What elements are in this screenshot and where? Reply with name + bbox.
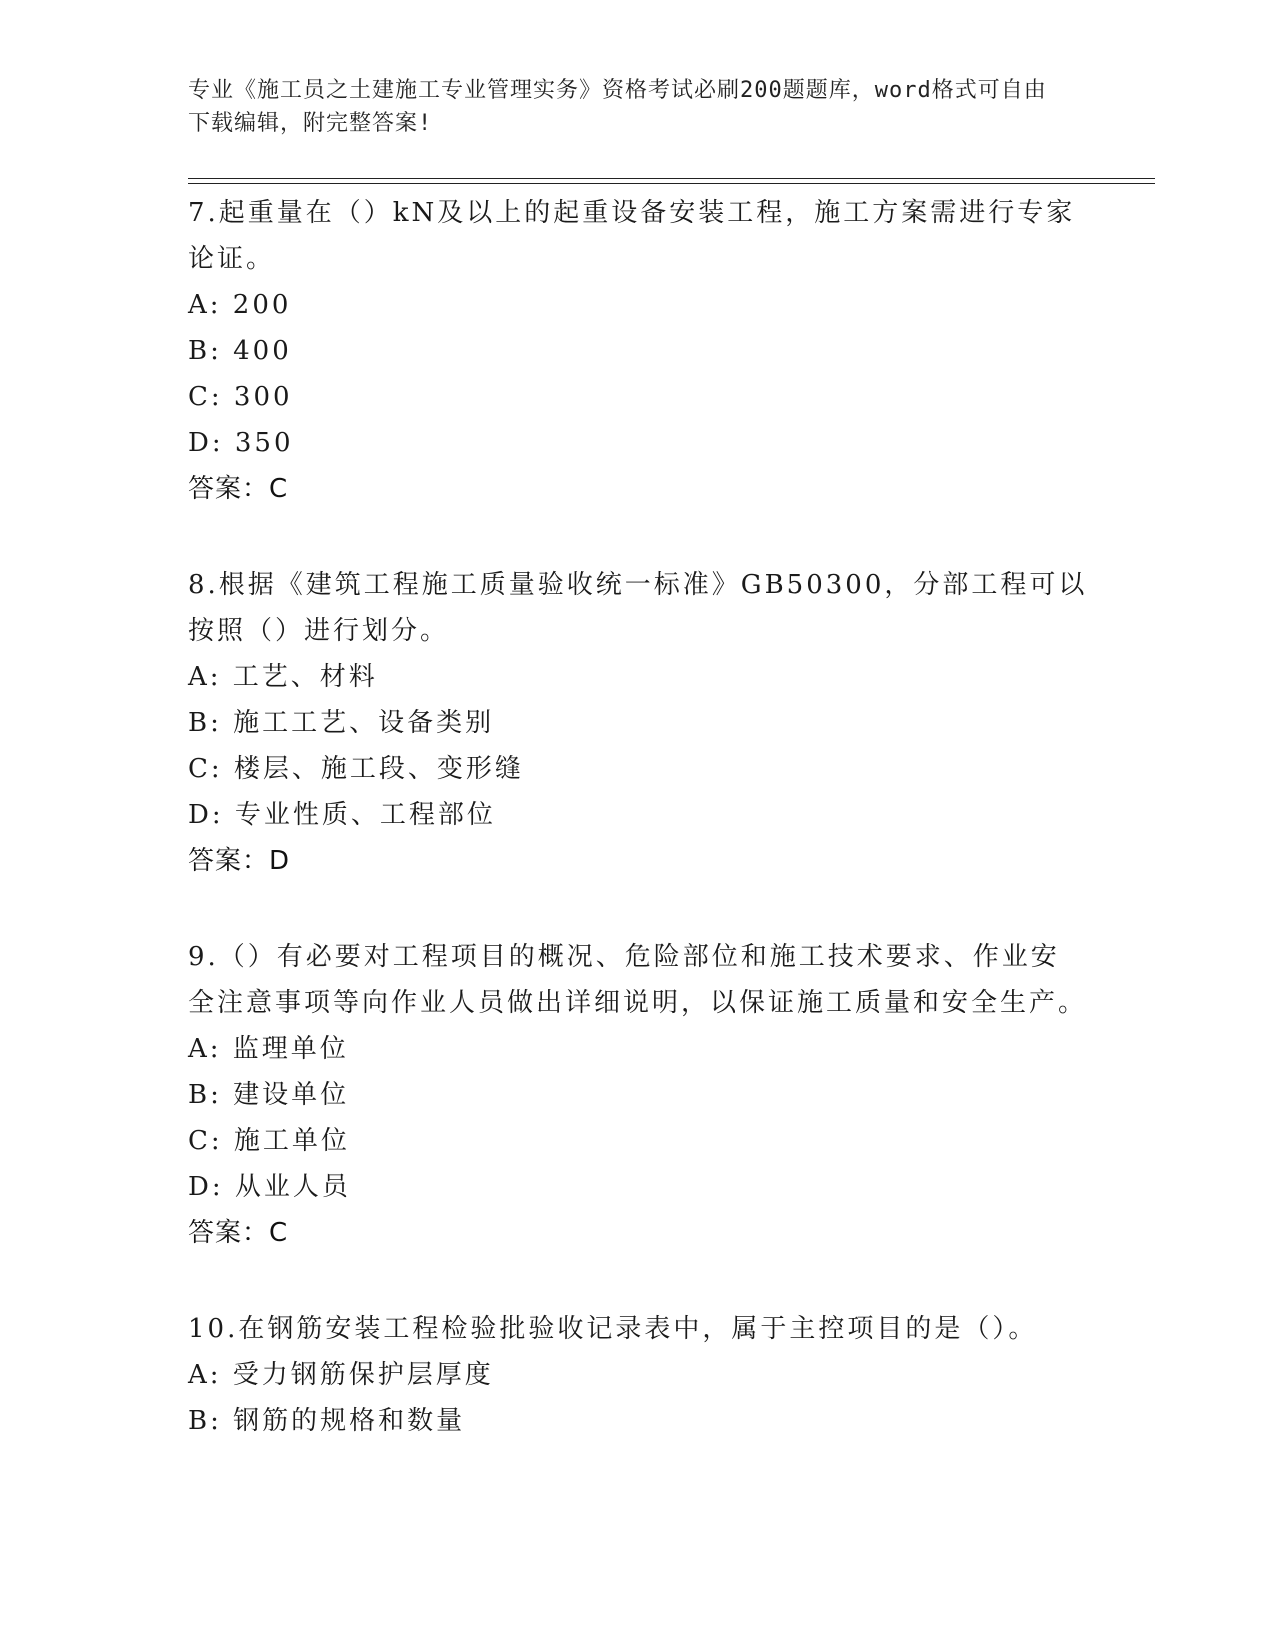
question-10 <box>188 1304 1088 1444</box>
question-list <box>188 188 1088 1492</box>
question-stem: 9.（）有必要对工程项目的概况、危险部位和施工技术要求、作业安全注意事项等向作业人员做出详细说明，以保证施工质量和安全生产。 <box>188 942 1088 1018</box>
header-rule-bottom <box>188 183 1155 184</box>
answer-line: 答案：C <box>188 1218 289 1248</box>
question-9 <box>188 932 1088 1256</box>
question-7 <box>188 188 1088 512</box>
header-rule-top <box>188 178 1155 179</box>
answer-line: 答案：C <box>188 474 289 504</box>
option-a: A: 工艺、材料 <box>188 662 378 692</box>
option-b: B: 施工工艺、设备类别 <box>188 708 495 738</box>
option-a: A: 200 <box>188 290 292 320</box>
answer-line: 答案：D <box>188 846 291 876</box>
option-b: B: 建设单位 <box>188 1080 350 1110</box>
option-b: B: 钢筋的规格和数量 <box>188 1406 466 1436</box>
question-8 <box>188 560 1088 884</box>
option-d: D: 专业性质、工程部位 <box>188 800 496 830</box>
option-c: C: 楼层、施工段、变形缝 <box>188 754 524 784</box>
option-d: D: 350 <box>188 428 294 458</box>
document-header: 专业《施工员之土建施工专业管理实务》资格考试必刷200题题库，word格式可自由下载编辑，附完整答案! <box>188 78 1047 136</box>
option-a: A: 受力钢筋保护层厚度 <box>188 1360 494 1390</box>
option-c: C: 施工单位 <box>188 1126 350 1156</box>
option-b: B: 400 <box>188 336 292 366</box>
question-stem: 10.在钢筋安装工程检验批验收记录表中，属于主控项目的是（）。 <box>188 1314 1038 1344</box>
option-d: D: 从业人员 <box>188 1172 351 1202</box>
option-c: C: 300 <box>188 382 293 412</box>
question-stem: 7.起重量在（）kN及以上的起重设备安装工程，施工方案需进行专家论证。 <box>188 198 1076 274</box>
option-a: A: 监理单位 <box>188 1034 349 1064</box>
question-stem: 8.根据《建筑工程施工质量验收统一标准》GB50300，分部工程可以按照（）进行划分。 <box>188 570 1088 646</box>
